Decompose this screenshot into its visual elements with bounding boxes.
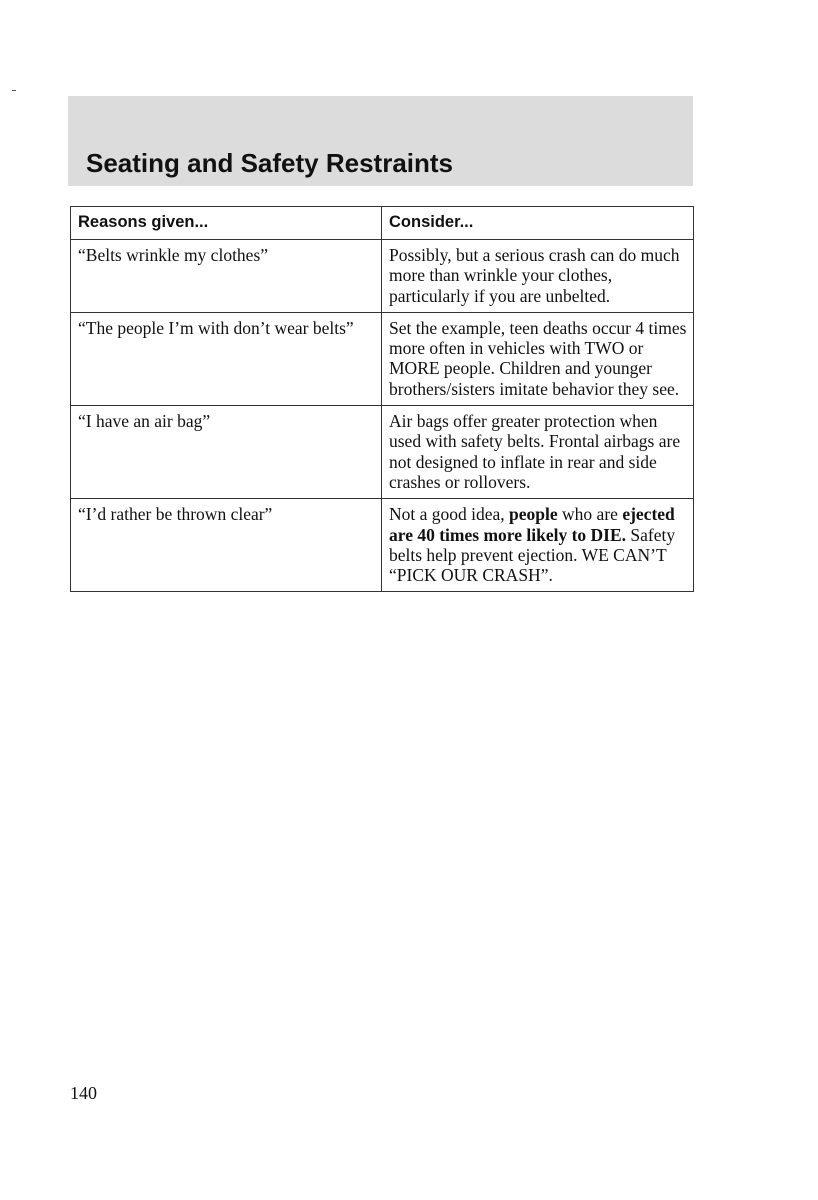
consider-text: who are (557, 504, 623, 525)
emphasis-text: ejected are 40 times more likely to DIE. (389, 504, 675, 545)
table-row (71, 312, 694, 405)
reason-cell: “The people I’m with don’t wear belts” (71, 312, 382, 405)
consider-text: Set the example, teen deaths occur 4 times more often in vehicles with TWO or MORE people. Children and younger brothers/sisters imitate behavior they see. (389, 317, 687, 399)
consider-text: Not a good idea, (389, 504, 510, 525)
consider-cell (382, 406, 694, 499)
section-title: Seating and Safety Restraints (86, 148, 453, 178)
column-header-consider: Consider... (382, 207, 694, 240)
page-number: 140 (70, 1083, 97, 1103)
consider-text: Air bags offer greater protection when used with safety belts. Frontal airbags are not designed to inflate in rear and side crashes or rollovers. (389, 411, 681, 492)
emphasis-text: people (509, 504, 558, 525)
consider-cell (382, 312, 694, 405)
table-header-row (71, 207, 694, 240)
consider-cell (382, 240, 694, 313)
consider-text: Possibly, but a serious crash can do much more than wrinkle your clothes, particularly if you are unbelted. (389, 245, 680, 306)
table-row (71, 406, 694, 499)
reasons-table (70, 206, 694, 592)
table-row (71, 240, 694, 313)
table-row (71, 499, 694, 592)
reason-cell: “Belts wrinkle my clothes” (71, 240, 382, 313)
table-body (71, 240, 694, 592)
reason-cell: “I have an air bag” (71, 406, 382, 499)
consider-cell (382, 499, 694, 592)
corner-mark (12, 90, 16, 91)
consider-text: Safety belts help prevent ejection. WE CAN’T “PICK OUR CRASH”. (389, 524, 676, 586)
reason-cell: “I’d rather be thrown clear” (71, 499, 382, 592)
column-header-reasons: Reasons given... (71, 207, 382, 240)
section-header (68, 96, 693, 186)
